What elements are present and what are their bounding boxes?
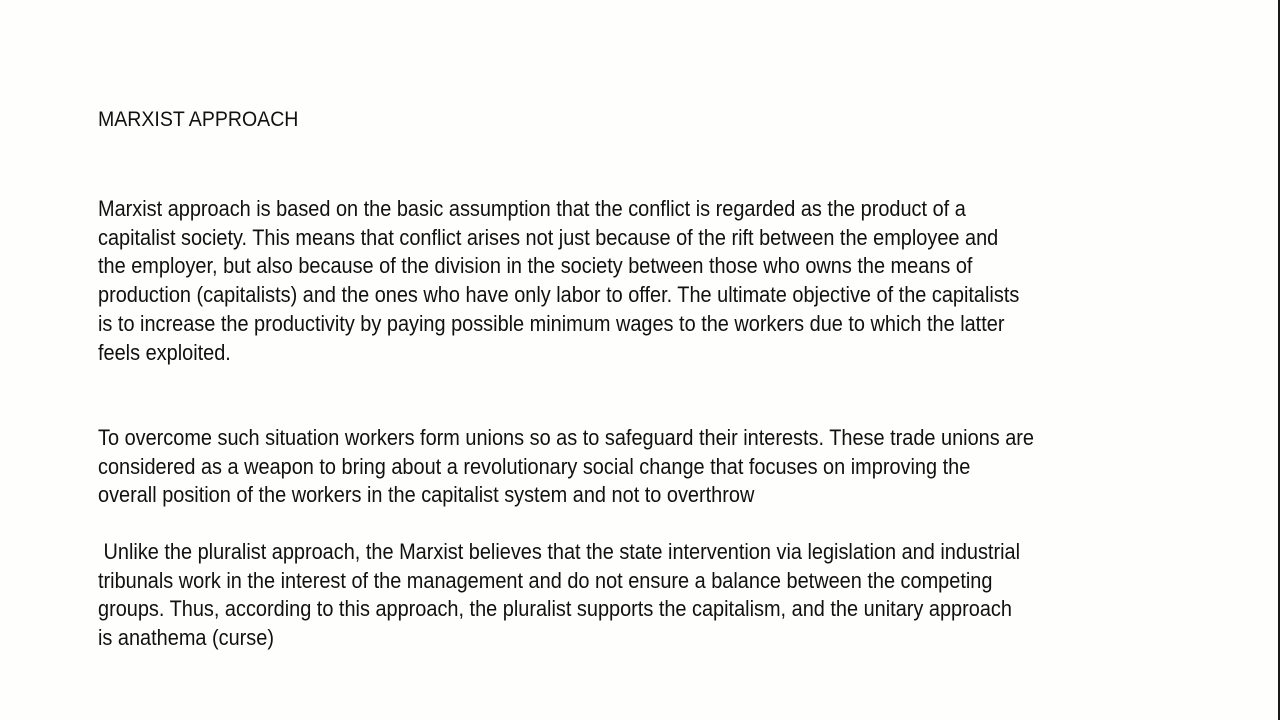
text-line: Marxist approach is based on the basic assumption that the conflict is regarded as the product of a (98, 196, 966, 221)
text-line: capitalist society. This means that conflict arises not just because of the rift between the employee and (98, 224, 999, 250)
text-line: production (capitalists) and the ones who have only labor to offer. The ultimate objective of the capitalists (98, 282, 1020, 308)
text-line: considered as a weapon to bring about a revolutionary social change that focuses on improving the (98, 453, 971, 479)
text-line: is to increase the productivity by paying possible minimum wages to the workers due to which the latter (98, 310, 1005, 336)
slide-title: MARXIST APPROACH (98, 108, 299, 131)
paragraph-trade-unions (98, 424, 1034, 510)
paragraph-state-intervention (98, 538, 1020, 653)
text-line: feels exploited. (98, 339, 231, 365)
text-line: To overcome such situation workers form unions so as to safeguard their interests. These trade unions are (98, 425, 1034, 450)
text-line: groups. Thus, according to this approach, the pluralist supports the capitalism, and the unitary approach (98, 596, 1012, 622)
text-line: Unlike the pluralist approach, the Marxist believes that the state intervention via legislation and industrial (98, 539, 1021, 564)
text-line: tribunals work in the interest of the management and do not ensure a balance between the competing (98, 567, 993, 593)
paragraph-marxist-assumption (98, 195, 1019, 367)
text-line: the employer, but also because of the division in the society between those who owns the means of (98, 253, 973, 279)
text-line: is anathema (curse) (98, 625, 274, 651)
text-line: overall position of the workers in the capitalist system and not to overthrow (98, 482, 755, 508)
